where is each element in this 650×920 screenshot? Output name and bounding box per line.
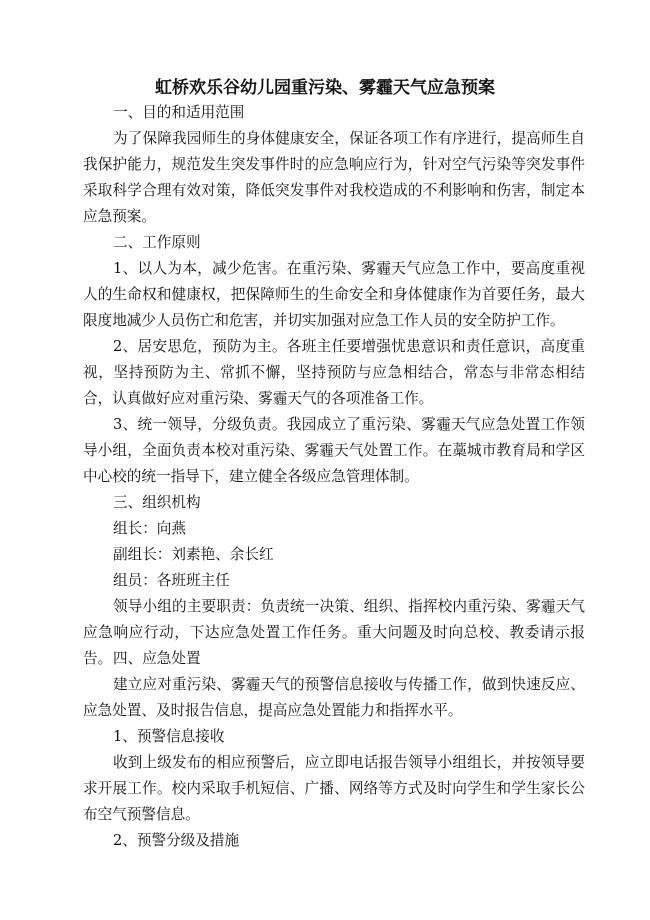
document-title: 虹桥欢乐谷幼儿园重污染、雾霾天气应急预案 [155, 78, 495, 98]
paragraph-warning-reception: 收到上级发布的相应预警后，应立即电话报告领导小组组长，并按领导要求开展工作。校内采取手机短信、广播、网络等方式及时向学生和学生家长公布空气预警信息。 [83, 754, 585, 823]
paragraph-purpose: 为了保障我园师生的身体健康安全，保证各项工作有序进行，提高师生自我保护能力，规范发生突发事件时的应急响应行为，针对空气污染等突发事件采取科学合理有效对策，降低突发事件对我校造成的不利影响和伤害，制定本应急预案。 [83, 130, 585, 225]
paragraph-duties: 领导小组的主要职责：负责统一决策、组织、指挥校内重污染、雾霾天气应急响应行动，下达应急处置工作任务。重大问题及时向总校、教委请示报告。 [83, 598, 585, 667]
subsection-heading-warning-reception: 1、预警信息接收 [113, 728, 225, 745]
organization-members: 组员：各班班主任 [113, 572, 230, 589]
section-heading-response: 四、应急处置 [113, 650, 201, 667]
subsection-heading-warning-levels: 2、预警分级及措施 [113, 832, 240, 849]
organization-vice-leader: 副组长：刘素艳、余长红 [113, 546, 274, 563]
paragraph-response: 建立应对重污染、雾霾天气的预警信息接收与传播工作，做到快速反应、应急处置、及时报告信息，提高应急处置能力和指挥水平。 [83, 676, 585, 719]
paragraph-principle-1: 1、以人为本，减少危害。在重污染、雾霾天气应急工作中，要高度重视人的生命权和健康权，把保障师生的生命安全和身体健康作为首要任务，最大限度地减少人员伤亡和危害，并切实加强对应急工作人员的安全防护工作。 [83, 260, 585, 329]
paragraph-principle-3: 3、统一领导，分级负责。我园成立了重污染、雾霾天气应急处置工作领导小组，全面负责本校对重污染、雾霾天气处置工作。在藁城市教育局和学区中心校的统一指导下，建立健全各级应急管理体制。 [83, 416, 585, 485]
section-heading-principles: 二、工作原则 [113, 234, 201, 251]
paragraph-principle-2: 2、居安思危，预防为主。各班主任要增强忧患意识和责任意识，高度重视，坚持预防为主、常抓不懈，坚持预防与应急相结合，常态与非常态相结合，认真做好应对重污染、雾霾天气的各项准备工作。 [83, 338, 585, 407]
section-heading-purpose: 一、目的和适用范围 [113, 104, 245, 121]
section-heading-organization: 三、组织机构 [113, 494, 201, 511]
organization-leader: 组长：向燕 [113, 520, 186, 537]
